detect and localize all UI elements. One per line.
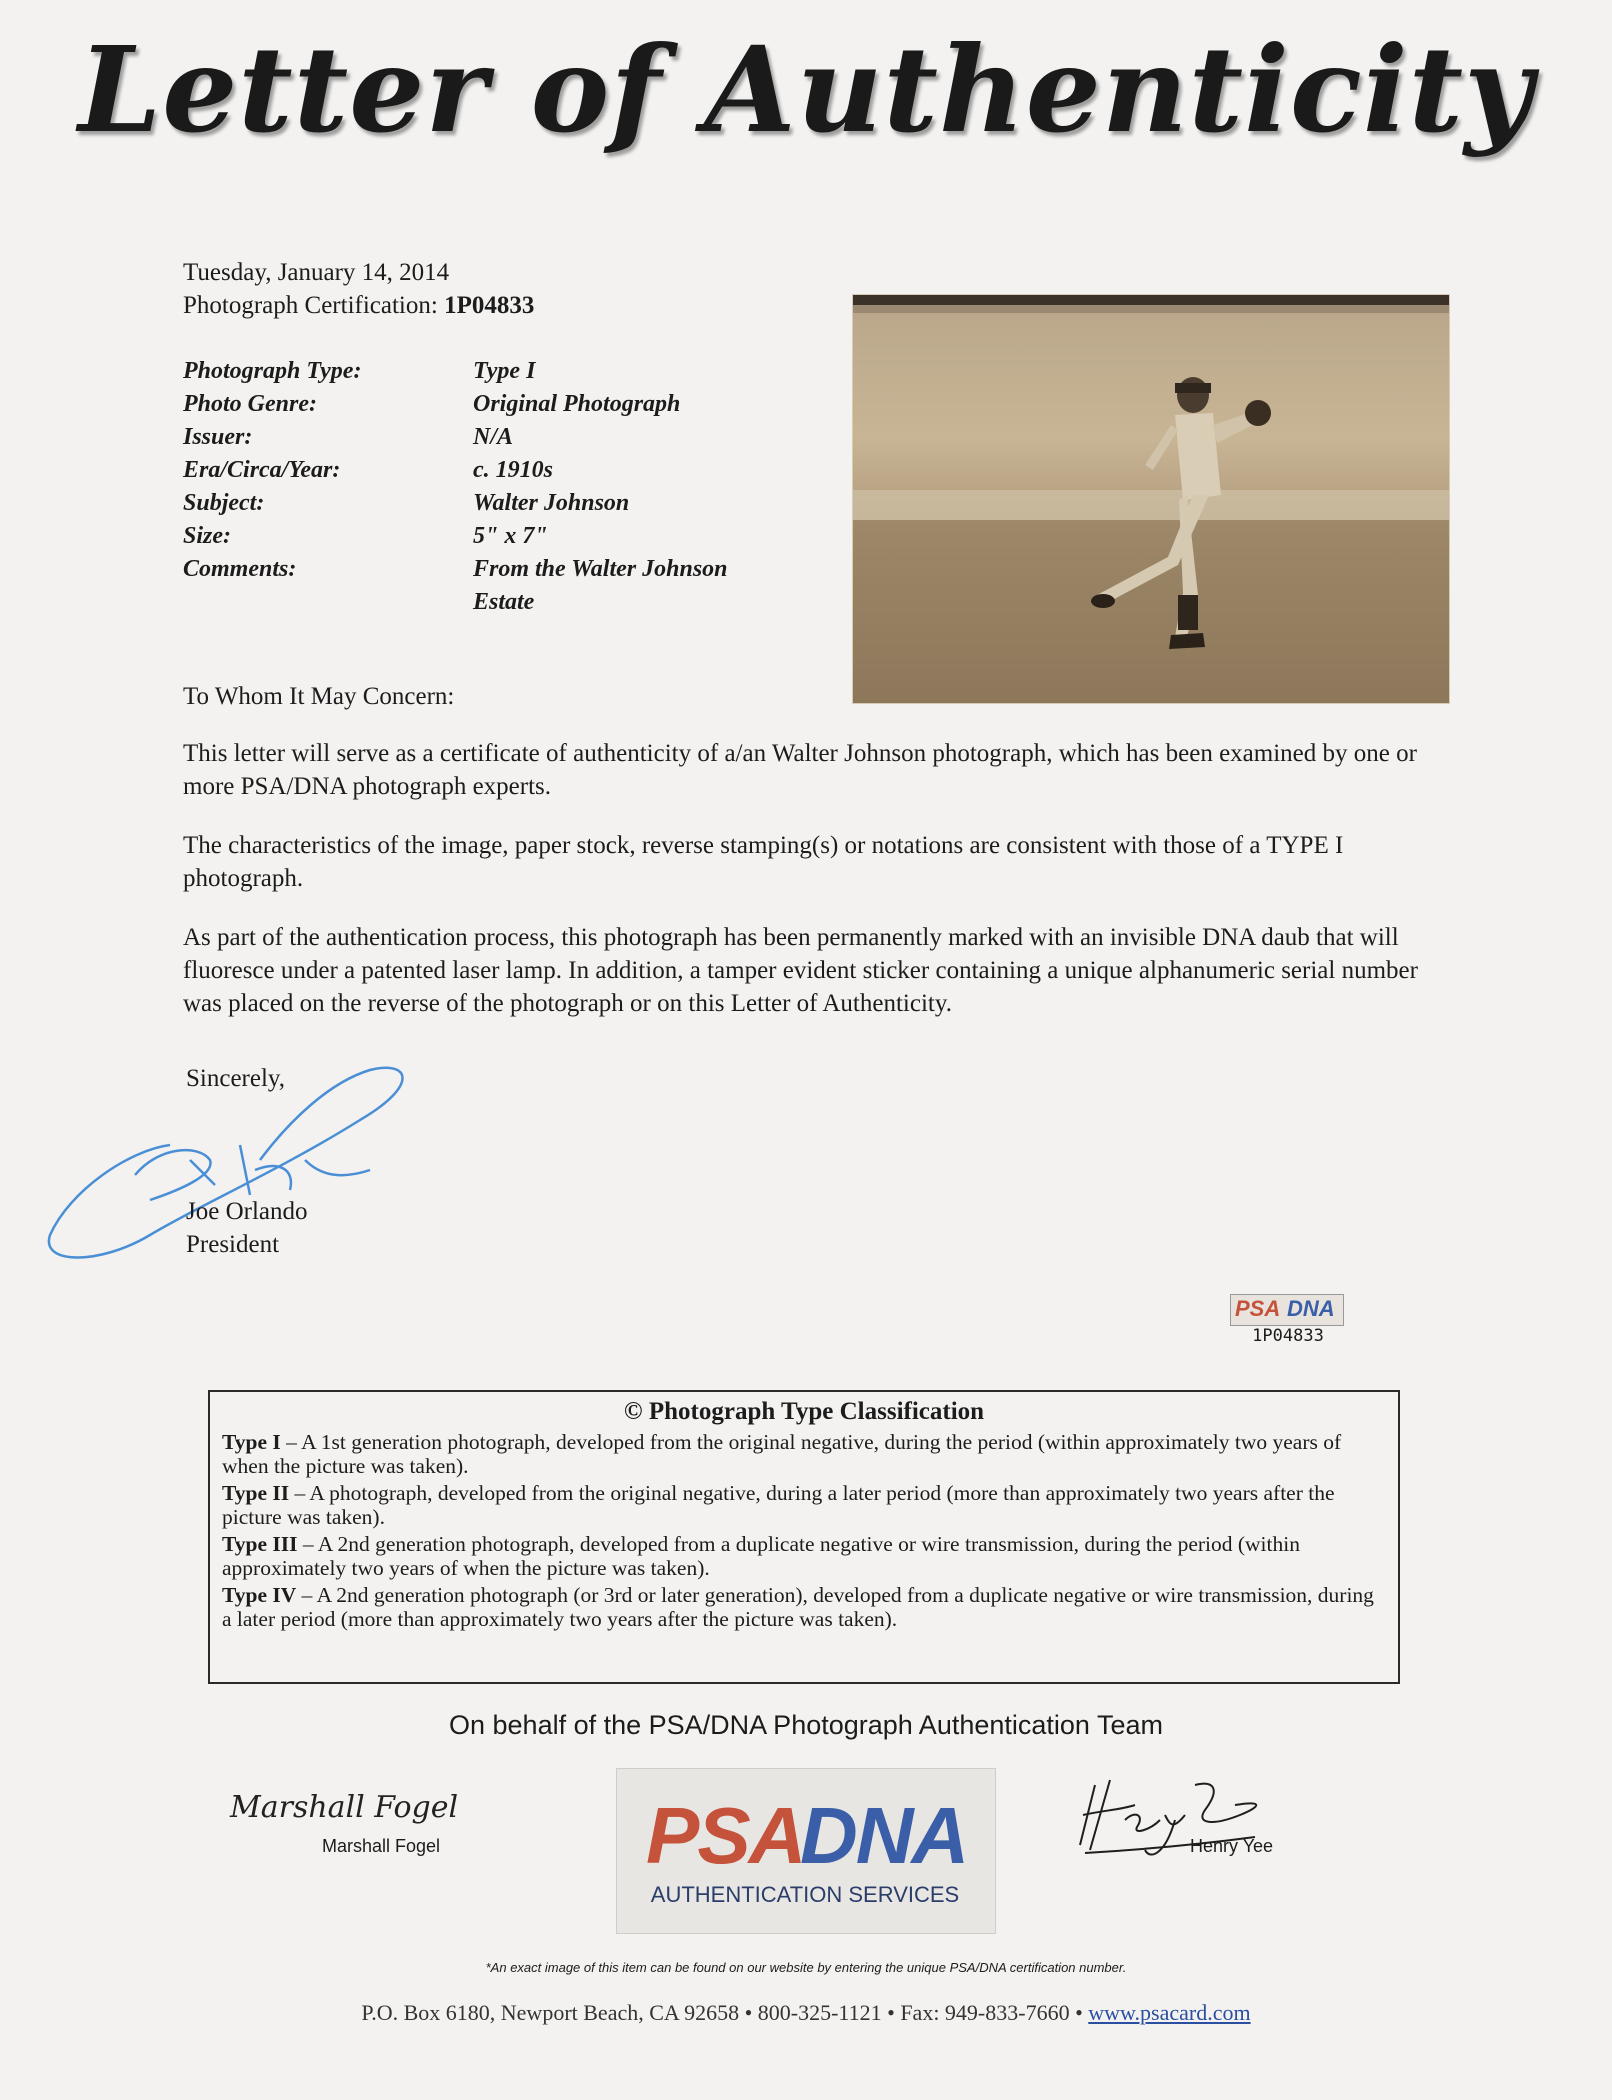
spec-value: From the Walter Johnson Estate	[473, 556, 728, 615]
spec-row	[183, 454, 793, 487]
type-name: Type II	[222, 1481, 290, 1505]
classification-item	[222, 1430, 1386, 1478]
sticker-serial-number: 1P04833	[1252, 1326, 1324, 1346]
spec-value: Type I	[473, 358, 536, 384]
type-description: – A 1st generation photograph, developed from the original negative, during the period (within approximately two years of when the picture was taken).	[222, 1430, 1342, 1478]
letter-closing: Sincerely,	[186, 1065, 286, 1092]
letter-header	[183, 256, 534, 322]
spec-row	[183, 421, 793, 454]
letter-paragraph: The characteristics of the image, paper stock, reverse stamping(s) or notations are consistent with those of a TYPE I photograph.	[183, 832, 1344, 892]
marshall-fogel-signature: Marshall Fogel	[230, 1790, 459, 1825]
sticker-logo-dna: DNA	[1287, 1296, 1335, 1321]
spec-label: Issuer:	[183, 424, 253, 450]
certification-number: 1P04833	[444, 292, 535, 319]
spec-value: N/A	[473, 424, 514, 450]
spec-value: Original Photograph	[473, 391, 681, 417]
footer-address-line	[0, 2000, 1612, 2026]
pitcher-figure-image	[853, 295, 1449, 703]
footer-address: P.O. Box 6180, Newport Beach, CA 92658 • 800-325-1121 • Fax: 949-833-7660 •	[361, 2000, 1089, 2025]
psa-dna-sticker-logo	[1230, 1294, 1344, 1326]
spec-label: Photograph Type:	[183, 358, 362, 384]
classification-item	[222, 1583, 1386, 1631]
team-heading: On behalf of the PSA/DNA Photograph Authentication Team	[449, 1710, 1163, 1740]
classification-title: © Photograph Type Classification	[623, 1398, 985, 1425]
type-name: Type IV	[222, 1583, 297, 1607]
type-description: – A 2nd generation photograph (or 3rd or later generation), developed from a duplicate negative or wire transmission, during a later period (more than approximately two years after the picture was taken).	[222, 1583, 1374, 1631]
spec-row	[183, 487, 793, 520]
authentication-services-label: AUTHENTICATION SERVICES	[650, 1882, 960, 1907]
letter-greeting: To Whom It May Concern:	[183, 683, 455, 710]
classification-box	[208, 1390, 1400, 1684]
spec-label: Subject:	[183, 490, 265, 516]
type-description: – A 2nd generation photograph, developed from a duplicate negative or wire transmission, during the period (within approximately two years of when the picture was taken).	[222, 1532, 1300, 1580]
spec-label: Size:	[183, 523, 231, 549]
type-name: Type I	[222, 1430, 281, 1454]
photo-spec-list	[183, 355, 793, 619]
type-description: – A photograph, developed from the original negative, during a later period (more than approximately two years after the picture was taken).	[222, 1481, 1335, 1529]
letter-paragraph: As part of the authentication process, this photograph has been permanently marked with an invisible DNA daub that will fluoresce under a patented laser lamp. In addition, a tamper evident sticker containing a unique alphanumeric serial number was placed on the reverse of the photograph or on this Letter of Authenticity.	[183, 924, 1418, 1017]
spec-value: c. 1910s	[473, 457, 553, 483]
spec-row	[183, 388, 793, 421]
spec-row	[183, 553, 793, 619]
spec-label: Photo Genre:	[183, 391, 317, 417]
classification-item	[222, 1532, 1386, 1580]
signer-name: Joe Orlando	[186, 1198, 308, 1225]
classification-item	[222, 1481, 1386, 1529]
henry-yee-name: Henry Yee	[1190, 1836, 1274, 1856]
marshall-fogel-name: Marshall Fogel	[322, 1836, 441, 1856]
dna-logo-text: DNA	[800, 1791, 968, 1880]
letter-date: Tuesday, January 14, 2014	[183, 259, 450, 286]
letter-body	[183, 680, 1423, 1046]
spec-value: Walter Johnson	[473, 490, 630, 516]
baseball-photograph	[852, 294, 1450, 704]
spec-label: Era/Circa/Year:	[183, 457, 341, 483]
signer-block	[186, 1195, 308, 1261]
type-name: Type III	[222, 1532, 298, 1556]
website-link[interactable]: www.psacard.com	[1088, 2000, 1251, 2025]
footnote: *An exact image of this item can be found on our website by entering the unique PSA/DNA certification number.	[485, 1960, 1127, 1975]
sticker-logo-psa: PSA	[1235, 1296, 1281, 1321]
certification-line	[183, 289, 534, 322]
letter-title: Letter of Authenticity	[78, 20, 1534, 159]
letter-paragraph: This letter will serve as a certificate of authenticity of a/an Walter Johnson photograph, which has been examined by one or more PSA/DNA photograph experts.	[183, 740, 1417, 800]
psa-logo-text: PSA	[646, 1791, 805, 1880]
signer-title: President	[186, 1231, 280, 1258]
spec-label: Comments:	[183, 556, 297, 582]
spec-value: 5" x 7"	[473, 523, 548, 549]
spec-row	[183, 520, 793, 553]
certification-label: Photograph Certification:	[183, 292, 438, 319]
spec-row	[183, 355, 793, 388]
